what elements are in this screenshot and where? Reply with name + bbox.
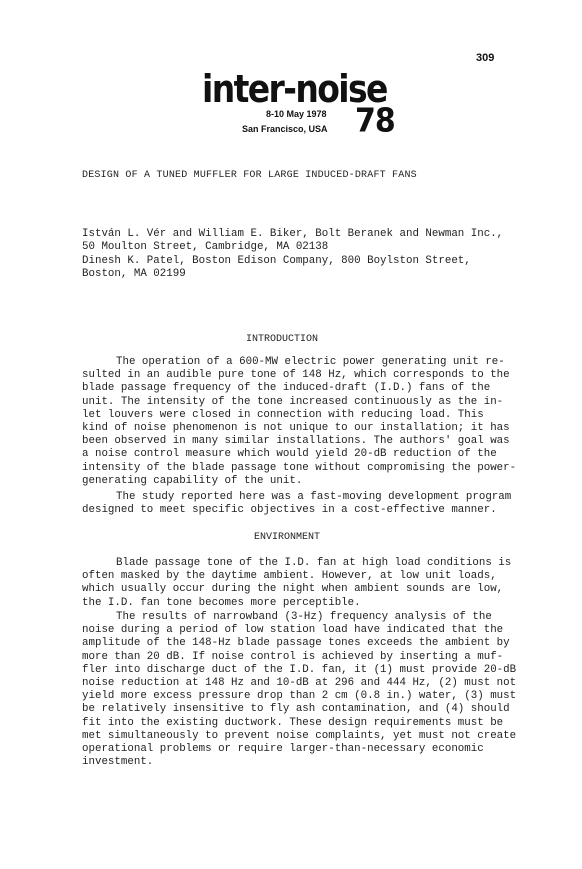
text-line: unit. The intensity of the tone increased continuously as the in-	[82, 395, 504, 408]
text-line: operational problems or require larger-than-necessary economic	[82, 743, 484, 756]
paragraph-environment-2	[82, 611, 517, 769]
author-line: István L. Vér and William E. Biker, Bolt Beranek and Newman Inc.,	[82, 228, 504, 240]
author-block	[82, 228, 503, 282]
author-line: 50 Moulton Street, Cambridge, MA 02138	[82, 241, 329, 254]
text-line: kind of noise phenomenon is not unique to our installation; it has	[82, 422, 510, 435]
section-heading-environment: ENVIRONMENT	[254, 532, 321, 543]
text-line: The results of narrowband (3-Hz) frequency analysis of the	[116, 611, 492, 623]
section-heading-introduction: INTRODUCTION	[246, 334, 319, 345]
logo-place: San Francisco, USA	[242, 124, 328, 134]
text-line: The study reported here was a fast-moving development program	[116, 491, 512, 503]
conference-logo	[202, 66, 395, 146]
text-line: designed to meet specific objectives in a cost-effective manner.	[82, 504, 497, 517]
text-line: often masked by the daytime ambient. However, at low unit loads,	[82, 570, 497, 583]
text-line: intensity of the blade passage tone without compromising the power-	[82, 461, 517, 474]
text-line: yield more excess pressure drop than 2 cm (0.8 in.) water, (3) must	[82, 690, 517, 703]
text-line: amplitude of the 148-Hz blade passage tones exceeds the ambient by	[82, 637, 510, 650]
text-line: fit into the existing ductwork. These design requirements must be	[82, 716, 504, 729]
text-line: generating capability of the unit.	[82, 474, 303, 487]
paragraph-environment-1	[82, 557, 512, 610]
page-number: 309	[476, 52, 495, 64]
author-line: Dinesh K. Patel, Boston Edison Company, 800 Boylston Street,	[82, 254, 471, 267]
text-line: which usually occur during the night when ambient sounds are low,	[82, 583, 504, 596]
author-line: Boston, MA 02199	[82, 268, 186, 281]
text-line: Blade passage tone of the I.D. fan at high load conditions is	[116, 557, 512, 569]
text-line: noise reduction at 148 Hz and 10-dB at 296 and 444 Hz, (2) must not	[82, 677, 517, 690]
logo-dates: 8-10 May 1978	[266, 109, 327, 119]
text-line: a noise control measure which would yield 20-dB reduction of the	[82, 448, 497, 461]
text-line: the I.D. fan tone becomes more perceptible.	[82, 596, 361, 609]
text-line: sulted in an audible pure tone of 148 Hz, which corresponds to the	[82, 369, 510, 382]
paragraph-introduction-1	[82, 356, 517, 488]
paper-title: DESIGN OF A TUNED MUFFLER FOR LARGE INDUCED-DRAFT FANS	[82, 170, 417, 181]
text-line: fler into discharge duct of the I.D. fan, it (1) must provide 20-dB	[82, 663, 517, 676]
text-line: The operation of a 600-MW electric power generating unit re-	[116, 356, 505, 368]
text-line: more than 20 dB. If noise control is achieved by inserting a muf-	[82, 650, 504, 663]
logo-year: 78	[355, 101, 395, 141]
text-line: noise during a period of low station load have indicated that the	[82, 624, 504, 637]
text-line: be relatively insensitive to fly ash contamination, and (4) should	[82, 703, 510, 716]
text-line: been observed in many similar installations. The authors' goal was	[82, 435, 510, 448]
text-line: met simultaneously to prevent noise complaints, yet must not create	[82, 729, 517, 742]
text-line: investment.	[82, 756, 154, 769]
paragraph-introduction-2	[82, 491, 512, 517]
logo-wordmark: inter-noise	[202, 66, 387, 112]
text-line: blade passage frequency of the induced-draft (I.D.) fans of the	[82, 382, 491, 395]
text-line: let louvers were closed in connection with reducing load. This	[82, 408, 484, 421]
